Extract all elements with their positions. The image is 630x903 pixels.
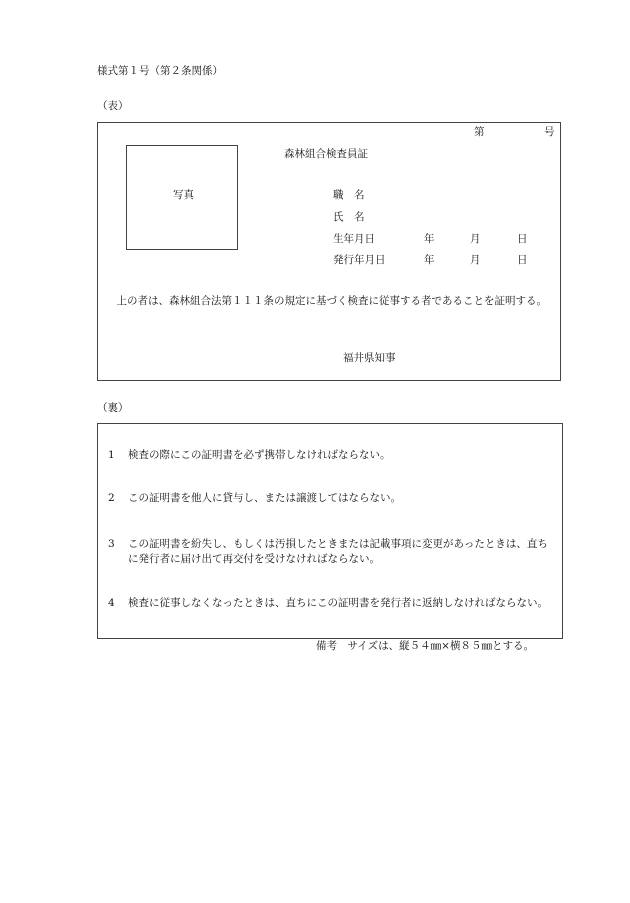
- note-1-text: 検査の際にこの証明書を必ず携帯しなければならない。: [128, 449, 391, 461]
- certification-text: 上の者は、森林組合法第１１１条の規定に基づく検査に従事する者であることを証明する。: [116, 295, 547, 307]
- note-2-number: 2: [108, 492, 115, 504]
- name-label: 氏 名: [333, 211, 365, 223]
- front-card: [97, 122, 561, 381]
- issue-label: 発行年月日: [333, 254, 386, 266]
- issue-month: 月: [470, 254, 481, 266]
- issue-year: 年: [424, 254, 435, 266]
- photo-label: 写真: [173, 189, 194, 201]
- note-2-text: この証明書を他人に貸与し、または譲渡してはならない。: [128, 492, 401, 504]
- birth-day: 日: [517, 233, 528, 245]
- card-title: 森林組合検査員証: [284, 148, 368, 160]
- birth-month: 月: [470, 233, 481, 245]
- form-title: 様式第１号（第２条関係）: [97, 65, 223, 77]
- note-1-number: 1: [108, 449, 115, 461]
- note-4-number: 4: [108, 597, 115, 609]
- front-section-label: （表）: [97, 100, 129, 112]
- card-number-suffix: 号: [544, 126, 555, 138]
- card-number-prefix: 第: [474, 126, 485, 138]
- issue-day: 日: [517, 254, 528, 266]
- note-3-number: 3: [108, 538, 115, 550]
- back-card: [97, 423, 563, 639]
- birth-label: 生年月日: [333, 233, 375, 245]
- photo-box: [126, 145, 238, 250]
- note-3-text: この証明書を紛失し、もしくは汚損したときまたは記載事項に変更があったときは、直ちに発行者に届け出て再交付を受けなければならない。: [128, 538, 548, 565]
- issuer: 福井県知事: [343, 352, 396, 364]
- birth-year: 年: [424, 233, 435, 245]
- note-4-text: 検査に従事しなくなったときは、直ちにこの証明書を発行者に返納しなければならない。: [128, 597, 548, 609]
- position-label: 職 名: [333, 189, 365, 201]
- remarks: 備考 サイズは、縦５４㎜×横８５㎜とする。: [316, 640, 534, 652]
- back-section-label: （裏）: [97, 402, 129, 414]
